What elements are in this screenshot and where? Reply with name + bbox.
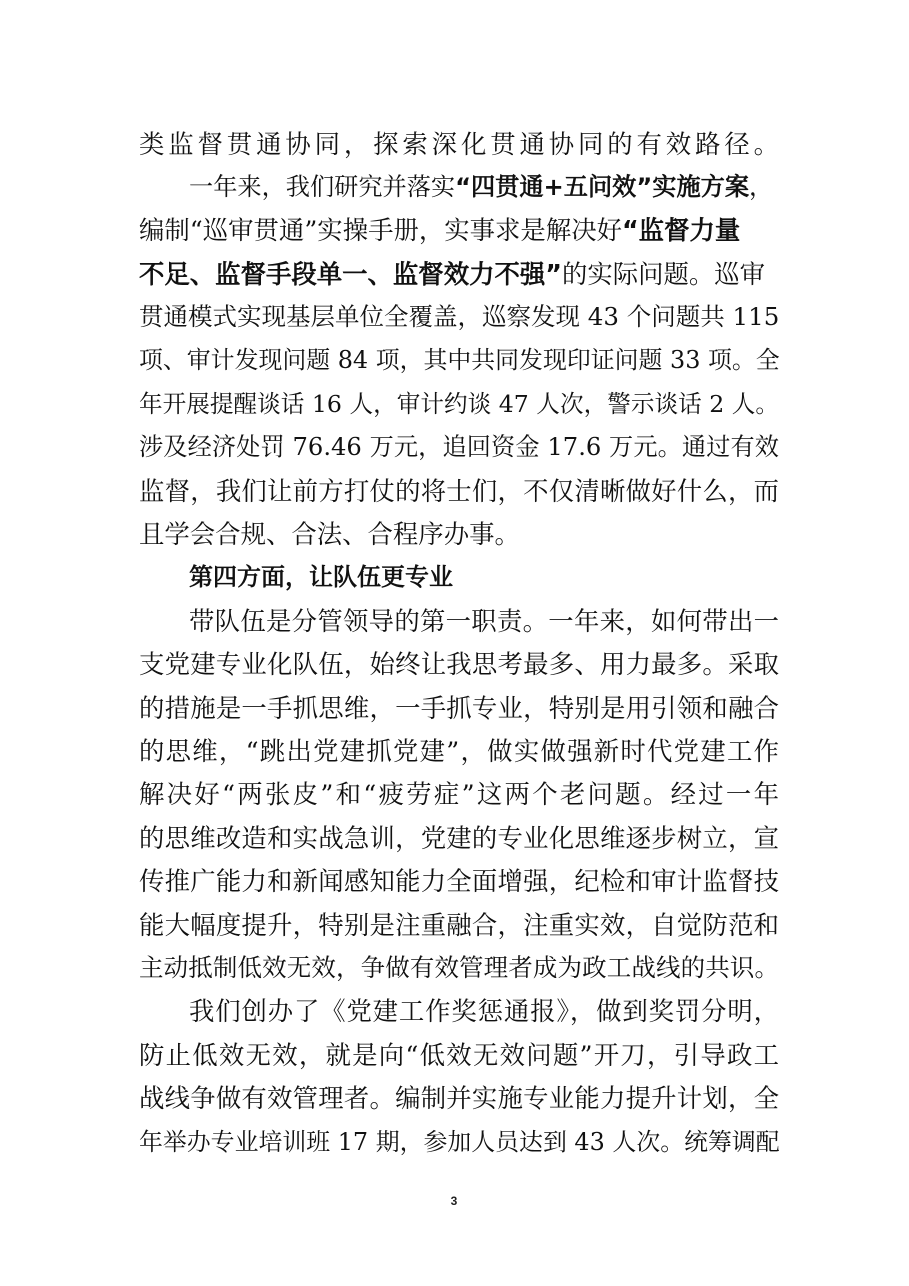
body-text-line: 监督，我们让前方打仗的将士们，不仅清晰做好什么，而 — [139, 476, 779, 506]
body-text-line: 我们创办了《党建工作奖惩通报》，做到奖罚分明， — [189, 996, 779, 1026]
body-text-line: 防止低效无效，就是向“低效无效问题”开刀，引导政工 — [139, 1040, 779, 1070]
emphasis-text: “四贯通+五问效”实施方案 — [455, 173, 750, 201]
body-text-line: 能大幅度提升，特别是注重融合，注重实效，自觉防范和 — [139, 910, 779, 940]
body-text-line: 涉及经济处罚 76.46 万元，追回资金 17.6 万元。通过有效 — [139, 433, 779, 461]
body-text: ， — [749, 173, 774, 201]
body-text-line: 类监督贯通协同，探索深化贯通协同的有效路径。 — [139, 129, 779, 159]
emphasis-text: “监督力量 — [622, 215, 741, 245]
body-text-line: 贯通模式实现基层单位全覆盖，巡察发现 43 个问题共 115 — [139, 302, 780, 331]
emphasis-text: 不足、监督手段单一、监督效力不强” — [139, 259, 562, 289]
body-text-line: 支党建专业化队伍，始终让我思考最多、用力最多。采取 — [139, 649, 779, 679]
body-text-line: 带队伍是分管领导的第一职责。一年来，如何带出一 — [189, 606, 779, 636]
body-text-line — [189, 167, 779, 207]
body-text-line: 且学会合规、合法、合程序办事。 — [139, 519, 520, 549]
body-text-line: 项、审计发现问题 84 项，其中共同发现印证问题 33 项。全 — [139, 346, 780, 374]
section-heading: 第四方面，让队伍更专业 — [189, 563, 453, 591]
page-number: 3 — [450, 1194, 458, 1208]
body-text-line: 的思维改造和实战急训，党建的专业化思维逐步树立，宣 — [139, 823, 779, 853]
body-text-line: 年开展提醒谈话 16 人，审计约谈 47 人次，警示谈话 2 人。 — [139, 390, 779, 418]
body-text-line: 主动抵制低效无效，争做有效管理者成为政工战线的共识。 — [139, 953, 779, 982]
body-text-line — [139, 254, 779, 294]
body-text: 一年来，我们研究并落实 — [189, 173, 456, 201]
body-text-line: 战线争做有效管理者。编制并实施专业能力提升计划，全 — [139, 1083, 779, 1113]
body-text: 编制“巡审贯通”实操手册，实事求是解决好 — [139, 215, 622, 245]
body-text-line: 的思维，“跳出党建抓党建”，做实做强新时代党建工作 — [139, 736, 779, 766]
body-text-line: 传推广能力和新闻感知能力全面增强，纪检和审计监督技 — [139, 866, 779, 896]
body-text: 的实际问题。巡审 — [561, 259, 766, 289]
body-text-line: 年举办专业培训班 17 期，参加人员达到 43 人次。统筹调配 — [139, 1128, 780, 1156]
body-text-line — [139, 210, 779, 250]
body-text-line: 的措施是一手抓思维，一手抓专业，特别是用引领和融合 — [139, 693, 779, 723]
body-text-line: 解决好“两张皮”和“疲劳症”这两个老问题。经过一年 — [139, 779, 779, 809]
